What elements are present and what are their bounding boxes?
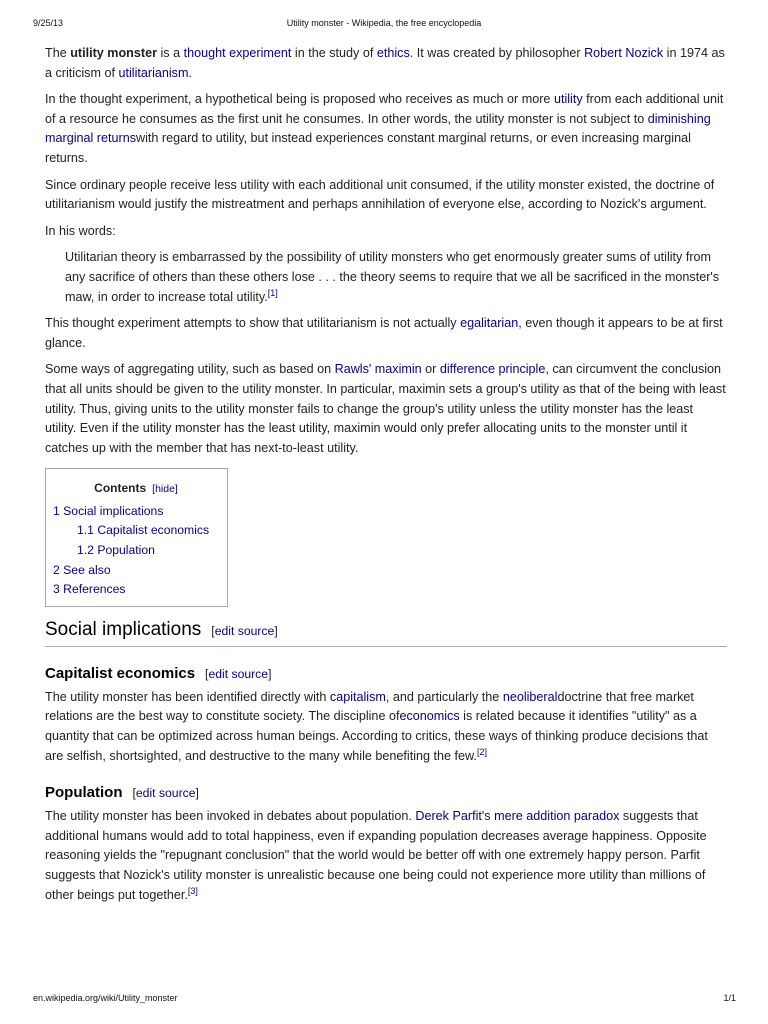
link-ethics[interactable]: ethics bbox=[376, 46, 410, 60]
edit-source-social: [edit source] bbox=[211, 623, 278, 638]
toc-item-population[interactable]: 1.2 Population bbox=[77, 543, 155, 558]
toc-item-capitalist-economics[interactable]: 1.1 Capitalist economics bbox=[77, 523, 210, 538]
reference-2-link[interactable]: [2] bbox=[476, 746, 487, 757]
nozick-quote: Utilitarian theory is embarrassed by the possibility of utility monsters who get enormously greater sums of utility from any sacrifice of others than these others lose . . . the theory seems to require that we all be sacrificed in the monster's maw, in order to increase total utility.[1] bbox=[65, 250, 720, 304]
edit-source-capitalist: [edit source] bbox=[205, 666, 272, 681]
toc-item-social-implications[interactable]: 1 Social implications bbox=[53, 503, 164, 518]
section-heading-capitalist-economics: Capitalist economics [edit source] bbox=[45, 664, 272, 682]
link-thought-experiment[interactable]: thought experiment bbox=[183, 46, 292, 60]
link-robert-nozick[interactable]: Robert Nozick bbox=[584, 46, 664, 60]
intro-paragraph-1: The utility monster is a thought experiment in the study of ethics. It was created by philosopher Robert Nozick in 1974 as a criticism of utilitarianism. bbox=[45, 46, 725, 80]
intro-paragraph-3: Since ordinary people receive less utility with each additional unit consumed, if the utility monster existed, the doctrine of utilitarianism would justify the mistreatment and perhaps annihilation of everyone else, according to Nozick's argument. bbox=[45, 177, 715, 212]
section-heading-social-implications: Social implications [edit source] bbox=[45, 619, 727, 647]
toc-hide-toggle[interactable]: [hide] bbox=[152, 483, 178, 496]
toc-item-see-also[interactable]: 2 See also bbox=[53, 562, 111, 577]
link-mere-addition-paradox[interactable]: mere addition paradox bbox=[494, 809, 620, 824]
edit-source-population: [edit source] bbox=[132, 786, 199, 801]
link-utilitarianism[interactable]: utilitarianism bbox=[118, 65, 189, 80]
link-utility[interactable]: utility bbox=[553, 92, 583, 107]
reference-3-link[interactable]: [3] bbox=[187, 885, 198, 896]
print-page-title: Utility monster - Wikipedia, the free encyclopedia bbox=[286, 18, 482, 28]
link-diminishing-marginal-returns[interactable]: diminishing marginal returns bbox=[45, 111, 711, 146]
capitalist-paragraph: The utility monster has been identified directly with capitalism, and particularly the neoliberaldoctrine that free market relations are the best way to constitute society. The discipline ofeconomics is related because it identifies "utility" as a quantity that can be optimized across human beings. According to critics, these ways of thinking produce decisions that are selfish, shortsighted, and destructive to the many while benefiting the few.[2] bbox=[45, 689, 708, 763]
article-body bbox=[45, 44, 727, 912]
link-rawls-maximin[interactable]: Rawls' maximin bbox=[334, 362, 422, 377]
link-capitalism[interactable]: capitalism bbox=[329, 689, 386, 704]
link-derek-parfit[interactable]: Derek Parfit bbox=[415, 809, 482, 824]
print-page-number: 1/1 bbox=[723, 993, 736, 1003]
print-url: en.wikipedia.org/wiki/Utility_monster bbox=[33, 993, 178, 1003]
edit-source-link[interactable]: edit source bbox=[208, 666, 269, 681]
link-difference-principle[interactable]: difference principle bbox=[439, 362, 546, 377]
article-term: utility monster bbox=[70, 46, 157, 60]
intro-paragraph-5: This thought experiment attempts to show that utilitarianism is not actually egalitarian, even though it appears to be at first glance. bbox=[45, 316, 723, 350]
intro-paragraph-6: Some ways of aggregating utility, such as based on Rawls' maximin or difference principle, can circumvent the conclusion that all units should be given to the utility monster. In particular, maximin sets a group's utility as that of the being with least utility. Thus, giving units to the utility monster fails to change the group's utility unless the utility monster has the least utility. Even if the utility monster has the least utility, maximin would only prefer allocating units to the monster until it catches up with the member that has next-to-least utility. bbox=[45, 362, 726, 455]
link-egalitarian[interactable]: egalitarian bbox=[460, 316, 519, 331]
reference-1-link[interactable]: [1] bbox=[267, 287, 278, 298]
toc-item-references[interactable]: 3 References bbox=[53, 582, 126, 597]
table-of-contents bbox=[45, 468, 228, 607]
edit-source-link[interactable]: edit source bbox=[135, 786, 196, 801]
section-heading-population: Population [edit source] bbox=[45, 784, 199, 802]
print-date: 9/25/13 bbox=[33, 18, 64, 28]
toc-title: Contents [hide] bbox=[94, 481, 178, 496]
link-neoliberal[interactable]: neoliberal bbox=[502, 689, 558, 704]
population-paragraph: The utility monster has been invoked in debates about population. Derek Parfit's mere addition paradox suggests that additional humans would add to total happiness, even if expanding population decreases average happiness. Opposite reasoning yields the "repugnant conclusion" that the world would be better off with one extremely happy person. Parfit suggests that Nozick's utility monster is unrealistic because one being could not experience more utility than millions of other beings put together.[3] bbox=[45, 809, 707, 902]
link-economics[interactable]: economics bbox=[399, 709, 460, 724]
intro-paragraph-2: In the thought experiment, a hypothetical being is proposed who receives as much or more utility from each additional unit of a resource he consumes as the first unit he consumes. In other words, the utility monster is not subject to diminishing marginal returnswith regard to utility, but instead experiences constant marginal returns, or even increasing marginal returns. bbox=[45, 92, 724, 165]
intro-paragraph-4: In his words: bbox=[45, 223, 116, 238]
edit-source-link[interactable]: edit source bbox=[214, 623, 275, 638]
